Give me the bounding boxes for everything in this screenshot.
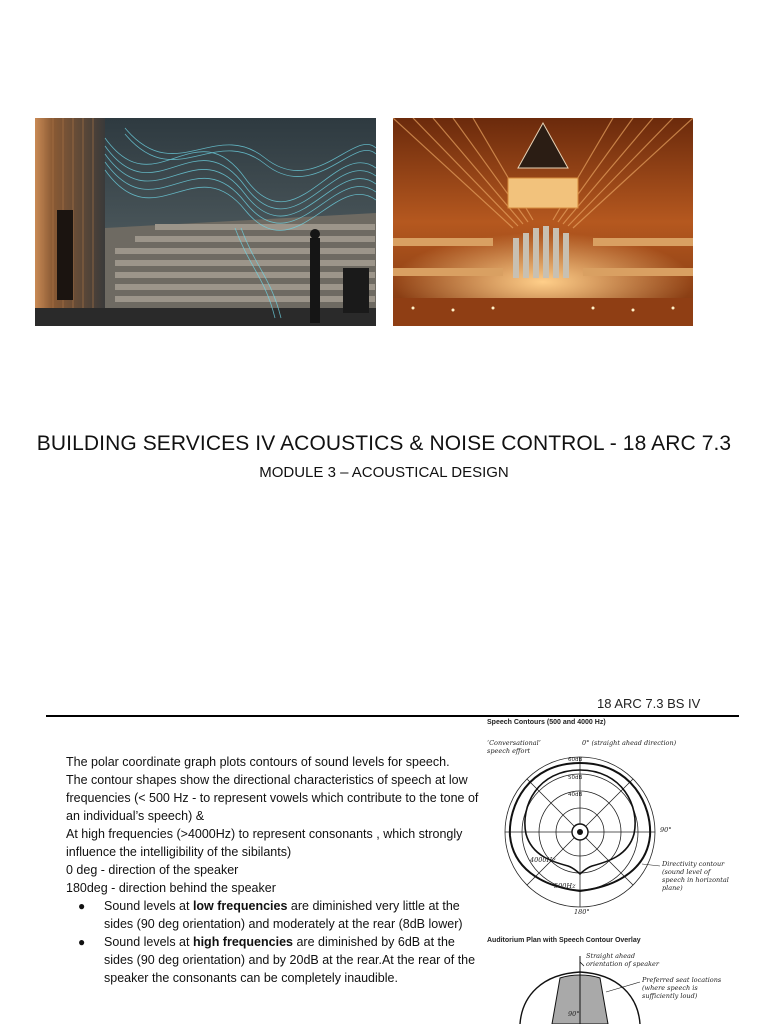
slide-body bbox=[66, 753, 486, 987]
directivity-label-4: plane) bbox=[662, 884, 683, 892]
preferred-seat-label-2: (where speech is bbox=[642, 984, 698, 992]
label-4000hz: 4000Hz bbox=[530, 856, 556, 864]
ring-label-40: 40dB bbox=[568, 792, 583, 798]
speech-contour-figure bbox=[482, 716, 742, 1024]
plan-angle-label: 90° bbox=[568, 1010, 580, 1018]
directivity-label-1: Directivity contour bbox=[662, 860, 725, 868]
auditorium-photo-icon bbox=[393, 118, 693, 326]
zero-deg-label: 0° (straight ahead direction) bbox=[582, 739, 677, 747]
polar-diagram bbox=[482, 716, 742, 1024]
conversational-label: ‘Conversational’ bbox=[487, 739, 541, 747]
preferred-seat-label-1: Preferred seat locations bbox=[642, 976, 722, 984]
label-500hz: 500Hz bbox=[554, 882, 576, 890]
paragraph: The polar coordinate graph plots contours of sound levels for speech. bbox=[66, 755, 450, 769]
ring-label-60: 60dB bbox=[568, 757, 583, 763]
module-subtitle: MODULE 3 – ACOUSTICAL DESIGN bbox=[259, 464, 509, 481]
auditorium-photo bbox=[393, 118, 693, 326]
straight-ahead-label-1: Straight ahead bbox=[586, 952, 636, 960]
figure-title: Speech Contours (500 and 4000 Hz) bbox=[487, 719, 606, 726]
bullet-item: ● Sound levels at high frequencies are diminished by 6dB at the sides (90 deg orientation) and by 20dB at the rear.At the rear of the speaker the consonants can be completely inaudible. bbox=[78, 935, 476, 985]
bullet-list bbox=[66, 897, 486, 987]
straight-ahead-label-2: orientation of speaker bbox=[586, 960, 659, 968]
bullet-icon: ● bbox=[78, 935, 86, 949]
bullet-item: ● Sound levels at low frequencies are diminished very little at the sides (90 deg orientation) and moderately at the rear (8dB lower) bbox=[78, 899, 463, 931]
effort-label: speech effort bbox=[487, 747, 531, 755]
paragraph: 180deg - direction behind the speaker bbox=[66, 881, 276, 895]
preferred-seat-label-3: sufficiently loud) bbox=[642, 992, 698, 1000]
directivity-label-2: (sound level of bbox=[662, 868, 711, 876]
paragraph: 0 deg - direction of the speaker bbox=[66, 863, 239, 877]
ninety-deg-label: 90° bbox=[660, 826, 672, 834]
one-eighty-deg-label: 180° bbox=[574, 908, 590, 916]
bullet-icon: ● bbox=[78, 899, 86, 913]
course-code: 18 ARC 7.3 BS IV bbox=[597, 696, 701, 711]
paragraph: At high frequencies (>4000Hz) to represent consonants , which strongly influence the intelligibility of the sibilants) bbox=[66, 827, 463, 859]
paragraph: The contour shapes show the directional characteristics of speech at low frequencies (< 500 Hz - to represent vowels which contribute to the tone of an individual’s speech) & bbox=[66, 773, 479, 823]
concert-hall-photo bbox=[35, 118, 376, 326]
concert-hall-photo-icon bbox=[35, 118, 376, 326]
auditorium-plan-title: Auditorium Plan with Speech Contour Overlay bbox=[487, 937, 641, 944]
directivity-label-3: speech in horizontal bbox=[662, 876, 729, 884]
ring-label-50: 50dB bbox=[568, 775, 583, 781]
page-title: BUILDING SERVICES IV ACOUSTICS & NOISE CONTROL - 18 ARC 7.3 bbox=[36, 432, 732, 455]
